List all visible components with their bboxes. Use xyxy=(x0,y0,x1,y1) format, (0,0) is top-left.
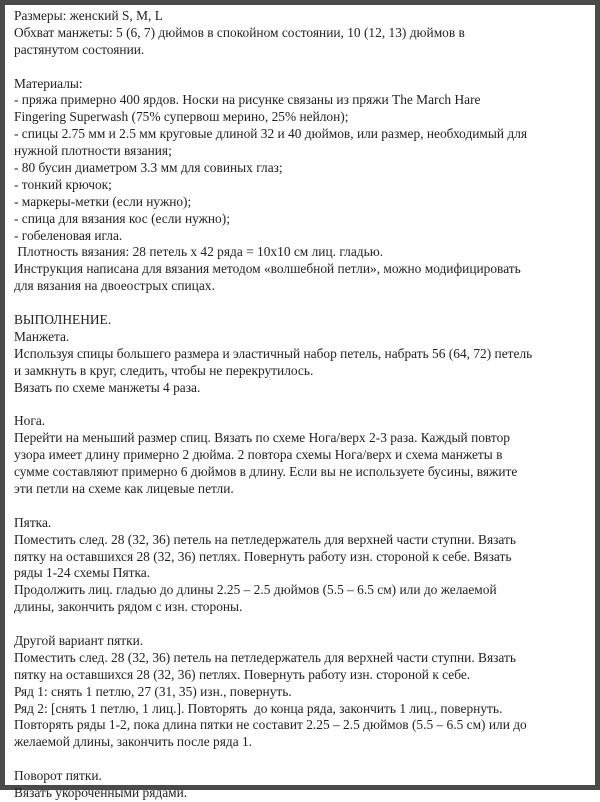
heel-instruction: Поместить след. 28 (32, 36) петель на петледержатель для верхней части ступни. Вязать xyxy=(14,531,516,547)
materials-cable-needle: - спица для вязания кос (если нужно); xyxy=(14,210,230,226)
method-note: Инструкция написана для вязания методом «волшебной петли», можно модифицировать xyxy=(14,261,521,277)
materials-hook: - тонкий крючок; xyxy=(14,176,112,192)
heel-turn-instruction: Вязать укороченными рядами. xyxy=(14,784,188,800)
cuff-circumference-line: Обхват манжеты: 5 (6, 7) дюймов в спокойном состоянии, 10 (12, 13) дюймов в xyxy=(14,24,465,40)
materials-section xyxy=(14,76,584,296)
materials-needles-cont: нужной плотности вязания; xyxy=(14,143,172,159)
alt-heel-row-1: Ряд 1: снять 1 петлю, 27 (31, 35) изн., повернуть. xyxy=(14,683,292,699)
paragraph-gap xyxy=(14,396,584,413)
alt-heel-repeat: Повторять ряды 1-2, пока длина пятки не составит 2.25 – 2.5 дюймов (5.5 – 6.5 см) или до xyxy=(14,717,527,733)
materials-markers: - маркеры-метки (если нужно); xyxy=(14,193,192,209)
materials-beads: - 80 бусин диаметром 3.3 мм для совиных глаз; xyxy=(14,160,283,176)
heel-turn-section xyxy=(14,768,584,802)
paragraph-gap xyxy=(14,59,584,76)
leg-instruction: эти петли на схеме как лицевые петли. xyxy=(14,480,234,496)
paragraph-gap xyxy=(14,751,584,768)
cuff-repeat: Вязать по схеме манжеты 4 раза. xyxy=(14,379,201,395)
materials-yarn-cont: Fingering Superwash (75% супервош мерино, 25% нейлон); xyxy=(14,109,349,125)
cuff-circumference-line-cont: растянутом состоянии. xyxy=(14,41,145,57)
document-body xyxy=(14,8,584,802)
materials-needles: - спицы 2.75 мм и 2.5 мм круговые длиной 32 и 40 дюймов, или размер, необходимый для xyxy=(14,126,528,142)
heel-instruction: пятку на оставшихся 28 (32, 36) петлях. Повернуть работу изн. стороной к себе. Вязать xyxy=(14,548,512,564)
materials-heading: Материалы: xyxy=(14,75,83,91)
alt-heel-section xyxy=(14,633,584,751)
leg-instruction: сумме составляют примерно 6 дюймов в длину. Если вы не используете бусины, вяжите xyxy=(14,464,518,480)
leg-instruction: узора имеет длину примерно 2 дюйма. 2 повтора схемы Нога/верх и схема манжеты в xyxy=(14,447,503,463)
method-note-cont: для вязания на двоеострых спицах. xyxy=(14,278,215,294)
alt-heel-title: Другой вариант пятки. xyxy=(14,632,144,648)
heel-section xyxy=(14,515,584,616)
heel-instruction: длины, закончить рядом с изн. стороны. xyxy=(14,599,243,615)
cuff-instruction-cont: и замкнуть в круг, следить, чтобы не перекрутилось. xyxy=(14,362,314,378)
materials-tapestry-needle: - гобеленовая игла. xyxy=(14,227,123,243)
alt-heel-instruction: пятку на оставшихся 28 (32, 36) петлях. Повернуть работу изн. стороной к себе. xyxy=(14,666,471,682)
heel-title: Пятка. xyxy=(14,514,52,530)
paragraph-gap xyxy=(14,616,584,633)
gauge-line: Плотность вязания: 28 петель х 42 ряда = 10х10 см лиц. гладью. xyxy=(14,244,384,260)
leg-section xyxy=(14,413,584,497)
heel-instruction: ряды 1-24 схемы Пятка. xyxy=(14,565,151,581)
paragraph-gap xyxy=(14,295,584,312)
paragraph-gap xyxy=(14,498,584,515)
sizes-line: Размеры: женский S, M, L xyxy=(14,8,163,23)
execution-section xyxy=(14,312,584,396)
cuff-instruction: Используя спицы большего размера и эластичный набор петель, набрать 56 (64, 72) петель xyxy=(14,345,533,361)
leg-title: Нога. xyxy=(14,413,46,429)
alt-heel-repeat-cont: желаемой длины, закончить после ряда 1. xyxy=(14,734,253,750)
heel-turn-title: Поворот пятки. xyxy=(14,768,102,784)
sizes-section xyxy=(14,8,584,59)
leg-instruction: Перейти на меньший размер спиц. Вязать по схеме Нога/верх 2-3 раза. Каждый повтор xyxy=(14,430,510,446)
materials-yarn: - пряжа примерно 400 ярдов. Носки на рисунке связаны из пряжи The March Hare xyxy=(14,92,481,108)
execution-heading: ВЫПОЛНЕНИЕ. xyxy=(14,312,112,328)
alt-heel-row-2: Ряд 2: [снять 1 петлю, 1 лиц.]. Повторять до конца ряда, закончить 1 лиц., повернуть. xyxy=(14,700,503,716)
alt-heel-instruction: Поместить след. 28 (32, 36) петель на петледержатель для верхней части ступни. Вязать xyxy=(14,649,516,665)
cuff-title: Манжета. xyxy=(14,328,70,344)
heel-instruction: Продолжить лиц. гладью до длины 2.25 – 2.5 дюймов (5.5 – 6.5 см) или до желаемой xyxy=(14,582,497,598)
